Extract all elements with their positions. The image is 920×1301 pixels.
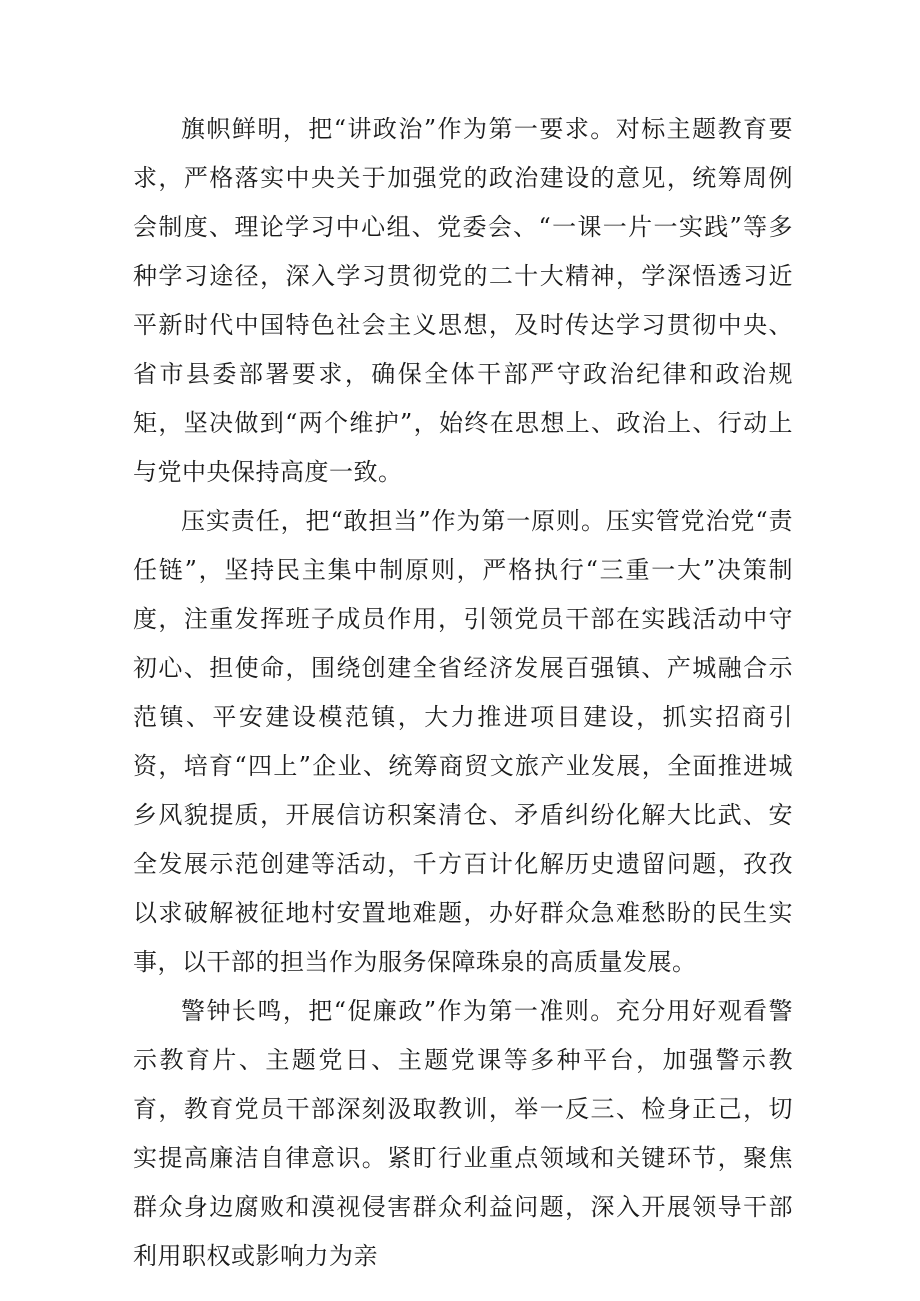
paragraph-political: 旗帜鲜明，把“讲政治”作为第一要求。对标主题教育要求，严格落实中央关于加强党的政治建设的意见，统筹周例会制度、理论学习中心组、党委会、“一课一片一实践”等多种学习途径，深入学习贯彻党的二十大精神，学深悟透习近平新时代中国特色社会主义思想，及时传达学习贯彻中央、省市县委部署要求，确保全体干部严守政治纪律和政治规矩，坚决做到“两个维护”，始终在思想上、政治上、行动上与党中央保持高度一致。 <box>133 115 793 486</box>
paragraph-integrity: 警钟长鸣，把“促廉政”作为第一准则。充分用好观看警示教育片、主题党日、主题党课等多种平台，加强警示教育，教育党员干部深刻汲取教训，举一反三、检身正己，切实提高廉洁自律意识。紧盯行业重点领域和关键环节，聚焦群众身边腐败和漠视侵害群众利益问题，深入开展领导干部利用职权或影响力为亲 <box>133 997 793 1270</box>
document-body <box>133 105 793 1281</box>
paragraph-responsibility: 压实责任，把“敢担当”作为第一原则。压实管党治党“责任链”，坚持民主集中制原则，严格执行“三重一大”决策制度，注重发挥班子成员作用，引领党员干部在实践活动中守初心、担使命，围绕创建全省经济发展百强镇、产城融合示范镇、平安建设模范镇，大力推进项目建设，抓实招商引资，培育“四上”企业、统筹商贸文旅产业发展，全面推进城乡风貌提质，开展信访积案清仓、矛盾纠纷化解大比武、安全发展示范创建等活动，千方百计化解历史遗留问题，孜孜以求破解被征地村安置地难题，办好群众急难愁盼的民生实事，以干部的担当作为服务保障珠泉的高质量发展。 <box>133 507 793 976</box>
